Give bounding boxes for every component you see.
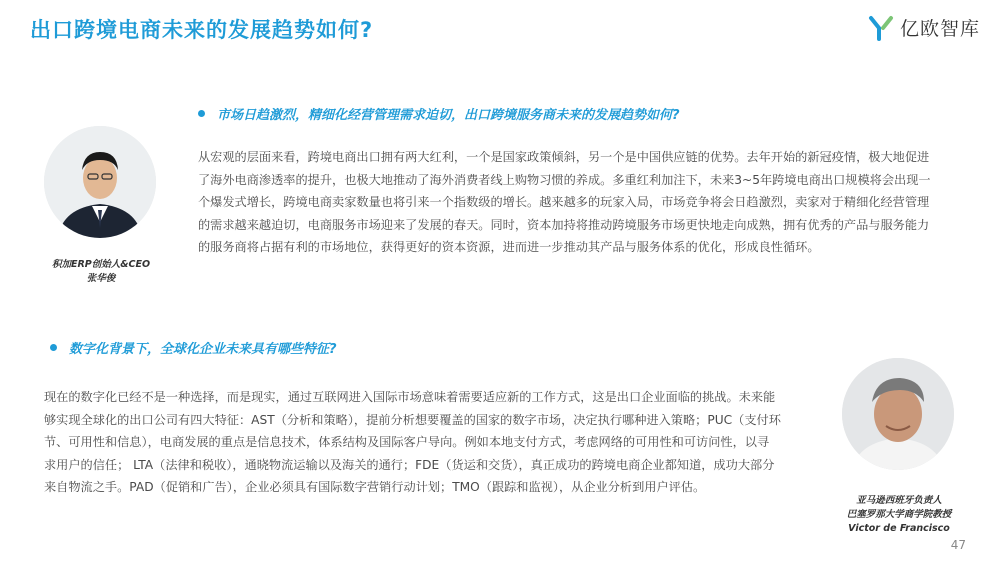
person-1-title: 积加ERP创始人&CEO	[51, 259, 151, 270]
brand-logo	[868, 14, 980, 41]
section-1-line: 从宏观的层面来看，跨境电商出口拥有两大红利，一个是国家政策倾斜，另一个是中国供应链的优势。去年开始的新冠疫情，极大地促进	[198, 150, 930, 164]
person-1-name: 张华俊	[86, 273, 116, 284]
person-2-title: 亚马逊西班牙负责人	[856, 495, 942, 506]
person-2-caption	[828, 494, 970, 536]
page-number: 47	[950, 538, 966, 552]
bullet-icon	[198, 110, 205, 117]
person-2-name: Victor de Francisco	[848, 523, 950, 534]
question-1	[198, 104, 680, 123]
avatar-professor	[842, 358, 954, 470]
page-title: 出口跨境电商未来的发展趋势如何?	[30, 18, 374, 42]
section-2-line: 现在的数字化已经不是一种选择，而是现实，通过互联网进入国际市场意味着需要适应新的工作方式，这是出口企业面临的挑战。未来能	[44, 390, 776, 404]
person-2-affiliation: 巴塞罗那大学商学院教授	[846, 509, 952, 520]
section-1-body	[198, 146, 968, 259]
question-2	[50, 338, 337, 357]
yiou-logo-icon	[868, 15, 894, 41]
section-2-line: 够实现全球化的出口公司有四大特征：AST（分析和策略），提前分析想要覆盖的国家的数字市场，决定执行哪种进入策略；PUC（支付环	[44, 412, 781, 427]
question-1-text: 市场日趋激烈，精细化经营管理需求迫切，出口跨境服务商未来的发展趋势如何?	[217, 108, 680, 123]
section-1-line: 个爆发式增长，跨境电商卖家数量也将引来一个指数级的增长。越来越多的玩家入局，市场竞争将会日趋激烈，卖家对于精细化经营管理	[198, 195, 930, 209]
section-2-line: 来自物流之手。PAD（促销和广告），企业必须具有国际数字营销行动计划；TMO（跟踪和监视），从企业分析到用户评估。	[44, 480, 706, 494]
section-1-line: 的服务商将占据有利的市场地位，获得更好的资本资源，进而进一步推动其产品与服务体系的优化，形成良性循环。	[198, 240, 820, 254]
brand-name: 亿欧智库	[900, 18, 981, 40]
avatar-ceo	[44, 126, 156, 238]
section-1-line: 了海外电商渗透率的提升，也极大地推动了海外消费者线上购物习惯的养成。多重红利加注下，未来3~5年跨境电商出口规模将会出现一	[198, 172, 931, 187]
section-1-line: 的需求越来越迫切，电商服务市场迎来了发展的春天。同时，资本加持将推动跨境服务市场更快地走向成熟，拥有优秀的产品与服务能力	[198, 217, 930, 232]
person-1-caption	[40, 258, 162, 286]
section-2-line: 求用户的信任； LTA（法律和税收），通晓物流运输以及海关的通行；FDE（货运和交货），真正成功的跨境电商企业都知道，成功大部分	[44, 457, 775, 472]
section-2-body	[44, 386, 824, 499]
bullet-icon	[50, 344, 57, 351]
section-2-line: 节、可用性和信息），电商发展的重点是信息技术，体系结构及国际客户导向。例如本地支付方式，考虑网络的可用性和可访问性，以寻	[44, 435, 770, 449]
question-2-text: 数字化背景下，全球化企业未来具有哪些特征?	[69, 342, 337, 357]
